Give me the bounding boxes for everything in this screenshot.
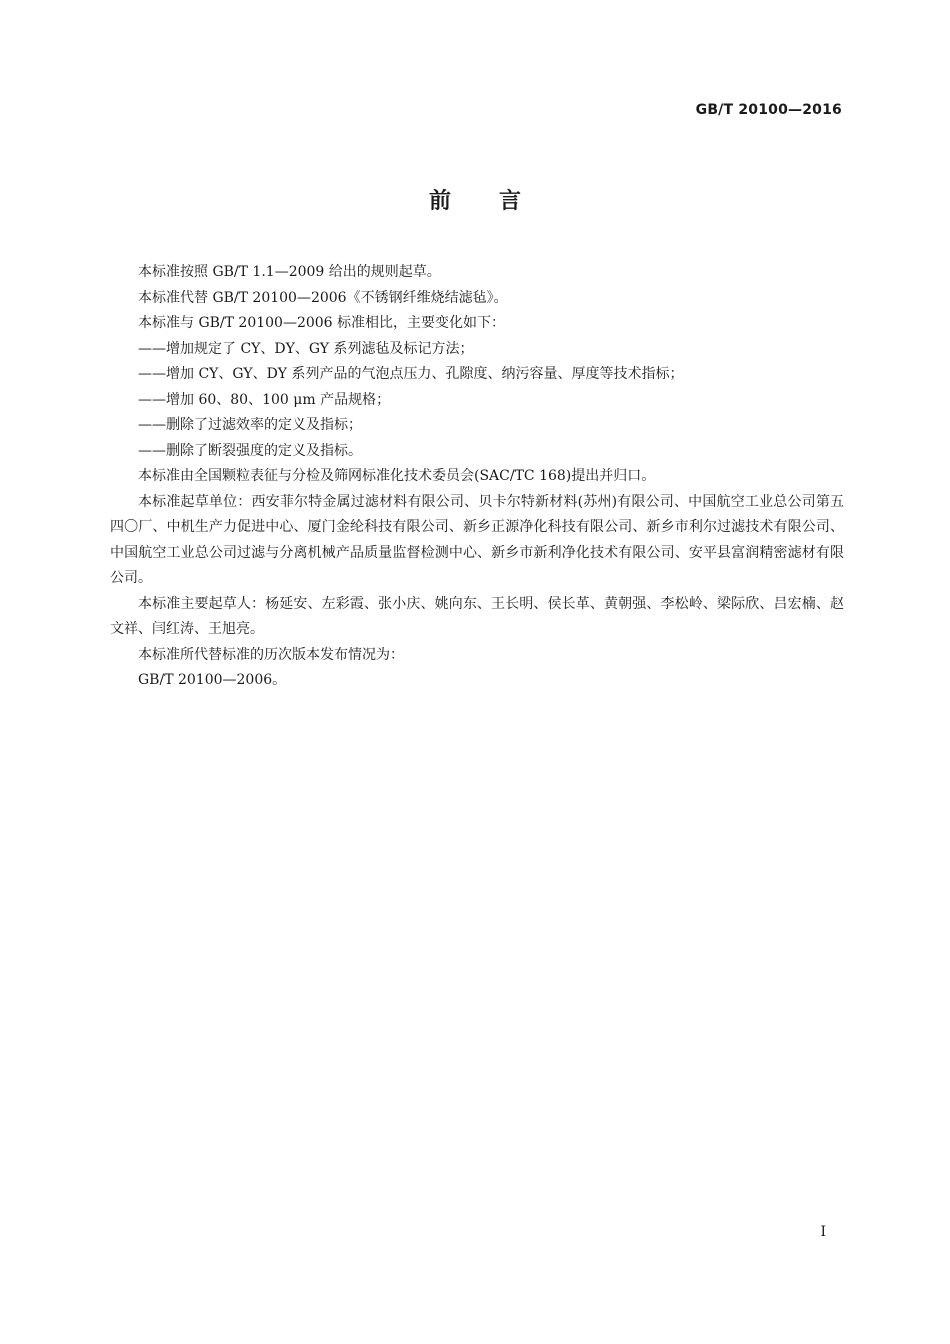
page-number: I — [820, 1224, 826, 1240]
paragraph-history-version: GB/T 20100—2006。 — [138, 672, 287, 688]
paragraph-changes-intro: 本标准与 GB/T 20100—2006 标准相比，主要变化如下： — [138, 315, 506, 331]
change-item: ——删除了过滤效率的定义及指标； — [138, 417, 362, 433]
change-item: ——增加 CY、GY、DY 系列产品的气泡点压力、孔隙度、纳污容量、厚度等技术指标； — [138, 366, 684, 382]
standard-code: GB/T 20100—2016 — [695, 102, 842, 118]
page-title: 前言 — [428, 189, 569, 214]
paragraph-drafting-units: 本标准起草单位：西安菲尔特金属过滤材料有限公司、贝卡尔特新材料(苏州)有限公司、中国航空工业总公司第五四〇厂、中机生产力促进中心、厦门金纶科技有限公司、新乡正源净化科技有限公司、新乡市利尔过滤技术有限公司、中国航空工业总公司过滤与分离机械产品质量监督检测中心、新乡市新利净化技术有限公司、安平县富润精密滤材有限公司。 — [110, 493, 844, 586]
change-item: ——增加规定了 CY、DY、GY 系列滤毡及标记方法； — [138, 340, 474, 357]
paragraph-drafters: 本标准主要起草人：杨延安、左彩霞、张小庆、姚向东、王长明、侯长革、黄朝强、李松岭、梁际欣、吕宏楠、赵文祥、闫红涛、王旭亮。 — [110, 595, 844, 637]
paragraph-history-intro: 本标准所代替标准的历次版本发布情况为： — [138, 646, 404, 663]
foreword-body — [110, 260, 844, 694]
paragraph-committee: 本标准由全国颗粒表征与分检及筛网标准化技术委员会(SAC/TC 168)提出并归口。 — [138, 468, 656, 484]
paragraph-drafting-rules: 本标准按照 GB/T 1.1—2009 给出的规则起草。 — [138, 264, 441, 280]
change-item: ——增加 60、80、100 μm 产品规格； — [138, 391, 391, 408]
change-item: ——删除了断裂强度的定义及指标。 — [138, 442, 362, 459]
paragraph-replaces: 本标准代替 GB/T 20100—2006《不锈钢纤维烧结滤毡》。 — [138, 289, 508, 306]
